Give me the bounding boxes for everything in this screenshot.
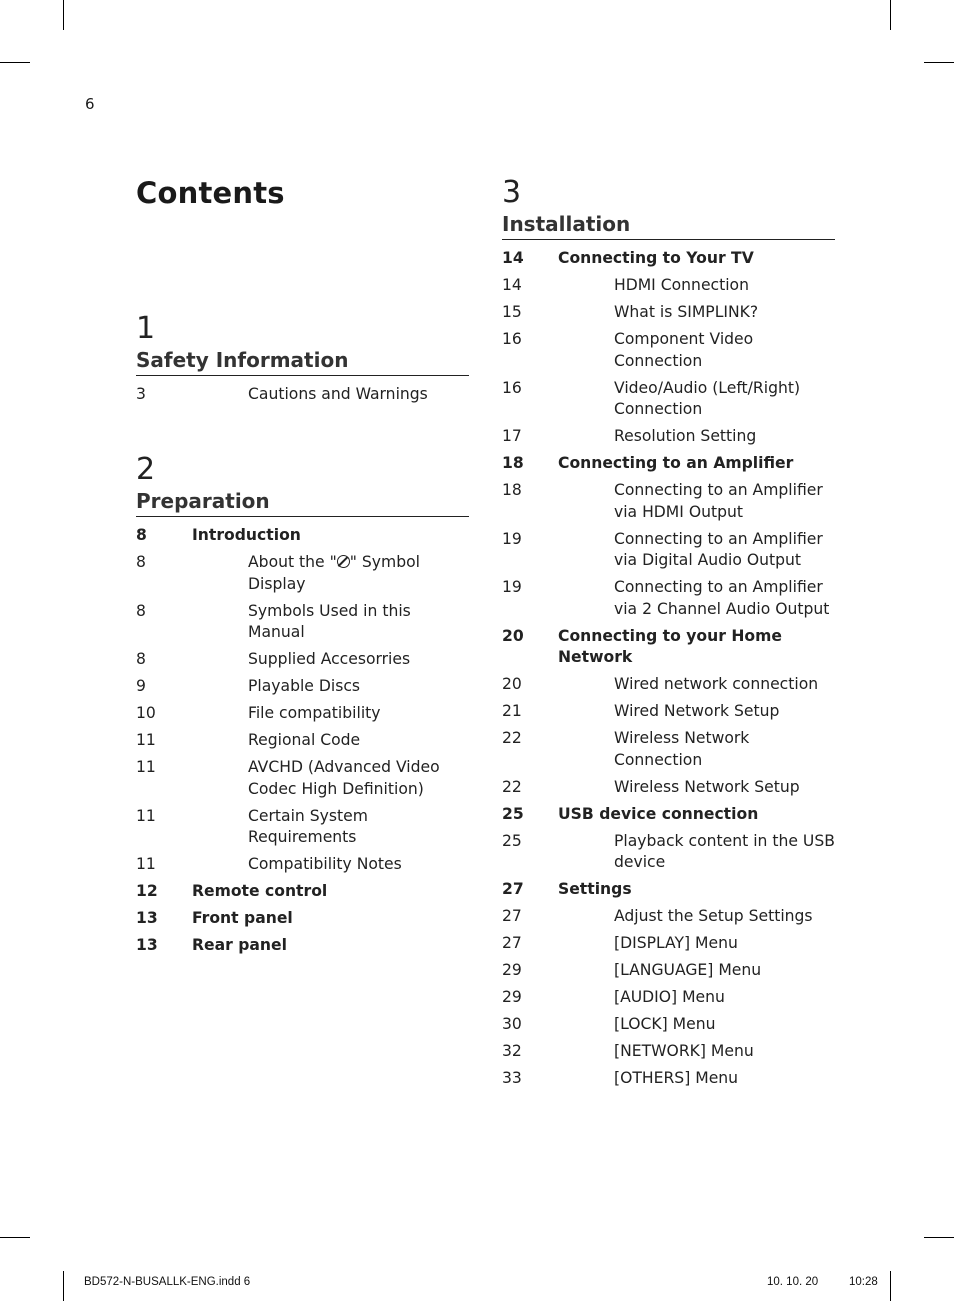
- toc-page-number: 10: [136, 704, 156, 722]
- toc-entry-text: Wired network connection: [614, 675, 819, 693]
- toc-entry-text: Compatibility Notes: [248, 855, 402, 873]
- toc-entry-text: Connecting to an Amplifier via HDMI Output: [614, 481, 823, 521]
- toc-page-number: 27: [502, 934, 522, 952]
- toc-page-number: 13: [136, 909, 158, 927]
- toc-entry[interactable]: [502, 674, 835, 696]
- toc-entry[interactable]: [136, 806, 469, 849]
- toc-page-number: 14: [502, 249, 524, 267]
- section-number: 3: [502, 175, 522, 210]
- section-installation: [502, 175, 835, 1095]
- toc-entry[interactable]: [136, 649, 469, 671]
- toc-page-number: 16: [502, 330, 522, 348]
- toc-entry[interactable]: [502, 831, 835, 874]
- toc-entry-text: Wireless Network Connection: [614, 729, 750, 769]
- toc-entry-text: [NETWORK] Menu: [614, 1042, 754, 1060]
- toc-entry[interactable]: [502, 879, 835, 901]
- toc-entry[interactable]: [136, 384, 469, 406]
- toc-entry-text: HDMI Connection: [614, 276, 749, 294]
- toc-page-number: 15: [502, 303, 522, 321]
- toc-page-number: 27: [502, 907, 522, 925]
- toc-entry[interactable]: [136, 854, 469, 876]
- toc-entry[interactable]: [502, 728, 835, 771]
- toc-entry[interactable]: [136, 601, 469, 644]
- crop-mark-bottom-left-horizontal: [0, 1237, 30, 1238]
- prohibit-icon: [337, 555, 350, 568]
- toc-page-number: 8: [136, 650, 146, 668]
- toc-entry-text: Component Video Connection: [614, 330, 754, 370]
- crop-mark-bottom-right-horizontal: [924, 1237, 954, 1238]
- toc-entry[interactable]: [502, 426, 835, 448]
- toc-entry-text: USB device connection: [558, 804, 759, 823]
- toc-page-number: 18: [502, 454, 524, 472]
- toc-page-number: 20: [502, 626, 524, 645]
- section-title: Safety Information: [136, 348, 469, 376]
- section-preparation: [136, 452, 469, 962]
- toc-entry-text: [248, 552, 469, 595]
- toc-entry-text: Supplied Accesorries: [248, 650, 411, 668]
- toc-page-number: 20: [502, 675, 522, 693]
- toc-entry[interactable]: [502, 480, 835, 523]
- crop-mark-top-left-vertical: [63, 0, 64, 30]
- toc-page-number: 12: [136, 882, 158, 900]
- toc-page-number: 21: [502, 702, 522, 720]
- toc-entry[interactable]: [136, 730, 469, 752]
- toc-entry[interactable]: [502, 804, 835, 826]
- toc-list: [502, 248, 835, 1090]
- toc-entry-text: Wired Network Setup: [614, 702, 780, 720]
- toc-page-number: 8: [136, 553, 146, 571]
- section-number: 2: [136, 452, 156, 487]
- toc-list: [136, 384, 469, 406]
- toc-entry-text: Connecting to an Amplifier via 2 Channel Audio Output: [614, 578, 830, 618]
- toc-entry[interactable]: [136, 703, 469, 725]
- toc-entry[interactable]: [502, 577, 835, 620]
- toc-entry[interactable]: [502, 933, 835, 955]
- toc-page-number: 11: [136, 806, 156, 825]
- toc-entry-text: AVCHD (Advanced Video Codec High Definition): [248, 758, 440, 798]
- toc-entry-text: Video/Audio (Left/Right) Connection: [614, 378, 801, 418]
- toc-entry[interactable]: [136, 676, 469, 698]
- toc-entry-text: Adjust the Setup Settings: [614, 907, 813, 925]
- toc-page-number: 25: [502, 804, 524, 823]
- toc-entry[interactable]: [502, 1041, 835, 1063]
- toc-entry-text: Symbols Used in this Manual: [248, 601, 411, 641]
- section-title: Preparation: [136, 489, 469, 517]
- page-title: Contents: [136, 176, 285, 210]
- footer-time: 10:28: [849, 1276, 878, 1288]
- toc-page-number: 8: [136, 526, 147, 544]
- toc-entry-text: Certain System Requirements: [248, 806, 368, 846]
- toc-entry-text: What is SIMPLINK?: [614, 303, 759, 321]
- toc-entry-text: Resolution Setting: [614, 427, 757, 445]
- toc-page-number: 32: [502, 1042, 522, 1060]
- crop-mark-top-right-horizontal: [924, 62, 954, 63]
- toc-entry[interactable]: [502, 987, 835, 1009]
- toc-page-number: 33: [502, 1069, 522, 1087]
- toc-entry-text: [AUDIO] Menu: [614, 988, 725, 1006]
- toc-entry-text: Cautions and Warnings: [248, 385, 428, 403]
- toc-page-number: 13: [136, 936, 158, 954]
- toc-entry[interactable]: [502, 275, 835, 297]
- footer-filename: BD572-N-BUSALLK-ENG.indd 6: [84, 1276, 251, 1288]
- toc-entry[interactable]: [502, 378, 835, 421]
- toc-entry-text: Wireless Network Setup: [614, 777, 800, 796]
- toc-entry[interactable]: [502, 248, 835, 270]
- toc-entry[interactable]: [136, 552, 469, 595]
- toc-entry[interactable]: [136, 525, 469, 547]
- toc-page-number: 19: [502, 529, 522, 548]
- toc-page-number: 30: [502, 1015, 522, 1033]
- toc-entry-text: [LANGUAGE] Menu: [614, 961, 762, 979]
- toc-entry[interactable]: [136, 908, 469, 930]
- toc-entry[interactable]: [502, 529, 835, 572]
- toc-page-number: 3: [136, 385, 146, 403]
- toc-entry-text: Remote control: [192, 882, 328, 900]
- toc-entry-text: Connecting to Your TV: [558, 249, 754, 267]
- toc-page-number: 29: [502, 988, 522, 1006]
- page-number: 6: [85, 95, 95, 113]
- toc-page-number: 14: [502, 276, 522, 294]
- toc-page-number: 8: [136, 601, 146, 620]
- section-safety-information: [136, 311, 469, 411]
- toc-page-number: 22: [502, 729, 522, 747]
- toc-page-number: 11: [136, 855, 156, 873]
- toc-entry[interactable]: [136, 757, 469, 800]
- toc-entry[interactable]: [136, 881, 469, 903]
- toc-entry-text: Connecting to your Home Network: [558, 626, 782, 666]
- toc-entry-text: File compatibility: [248, 704, 381, 722]
- toc-entry-text: [OTHERS] Menu: [614, 1069, 739, 1087]
- toc-entry[interactable]: [502, 906, 835, 928]
- toc-entry-text-after: " Symbol Display: [248, 553, 420, 593]
- section-title: Installation: [502, 212, 835, 240]
- toc-entry-text: Regional Code: [248, 731, 361, 749]
- toc-entry-text: Playback content in the USB device: [614, 831, 835, 871]
- crop-mark-bottom-right-vertical: [890, 1271, 891, 1301]
- toc-page-number: 11: [136, 758, 156, 776]
- toc-entry[interactable]: [502, 302, 835, 324]
- toc-page-number: 11: [136, 731, 156, 749]
- toc-page-number: 29: [502, 961, 522, 979]
- crop-mark-top-left-horizontal: [0, 62, 30, 63]
- toc-entry-text-before: About the ": [248, 553, 337, 571]
- toc-page-number: 18: [502, 481, 522, 499]
- toc-entry-text: [DISPLAY] Menu: [614, 934, 738, 952]
- toc-entry-text: Rear panel: [192, 936, 287, 954]
- toc-page-number: 19: [502, 578, 522, 596]
- toc-entry[interactable]: [502, 1014, 835, 1036]
- toc-entry-text: Front panel: [192, 909, 293, 927]
- toc-entry[interactable]: [502, 777, 835, 799]
- toc-entry-text: [LOCK] Menu: [614, 1015, 716, 1033]
- toc-entry[interactable]: [502, 453, 835, 475]
- toc-page-number: 25: [502, 831, 522, 850]
- footer-date: 10. 10. 20: [767, 1276, 819, 1288]
- toc-list: [136, 525, 469, 957]
- toc-entry[interactable]: [502, 626, 835, 669]
- toc-page-number: 22: [502, 777, 522, 796]
- toc-page-number: 9: [136, 677, 146, 695]
- toc-entry-text: Playable Discs: [248, 677, 361, 695]
- section-number: 1: [136, 311, 156, 346]
- toc-entry-text: Introduction: [192, 526, 301, 544]
- toc-entry[interactable]: [502, 329, 835, 372]
- crop-mark-top-right-vertical: [890, 0, 891, 30]
- toc-entry[interactable]: [502, 701, 835, 723]
- toc-page-number: 27: [502, 880, 524, 898]
- toc-entry-text: Connecting to an Amplifier: [558, 454, 794, 472]
- crop-mark-bottom-left-vertical: [63, 1271, 64, 1301]
- toc-entry-text: Settings: [558, 880, 632, 898]
- toc-page-number: 16: [502, 378, 522, 397]
- toc-page-number: 17: [502, 427, 522, 445]
- toc-entry[interactable]: [502, 960, 835, 982]
- toc-entry-text: Connecting to an Amplifier via Digital Audio Output: [614, 529, 823, 569]
- toc-entry[interactable]: [136, 935, 469, 957]
- toc-entry[interactable]: [502, 1068, 835, 1090]
